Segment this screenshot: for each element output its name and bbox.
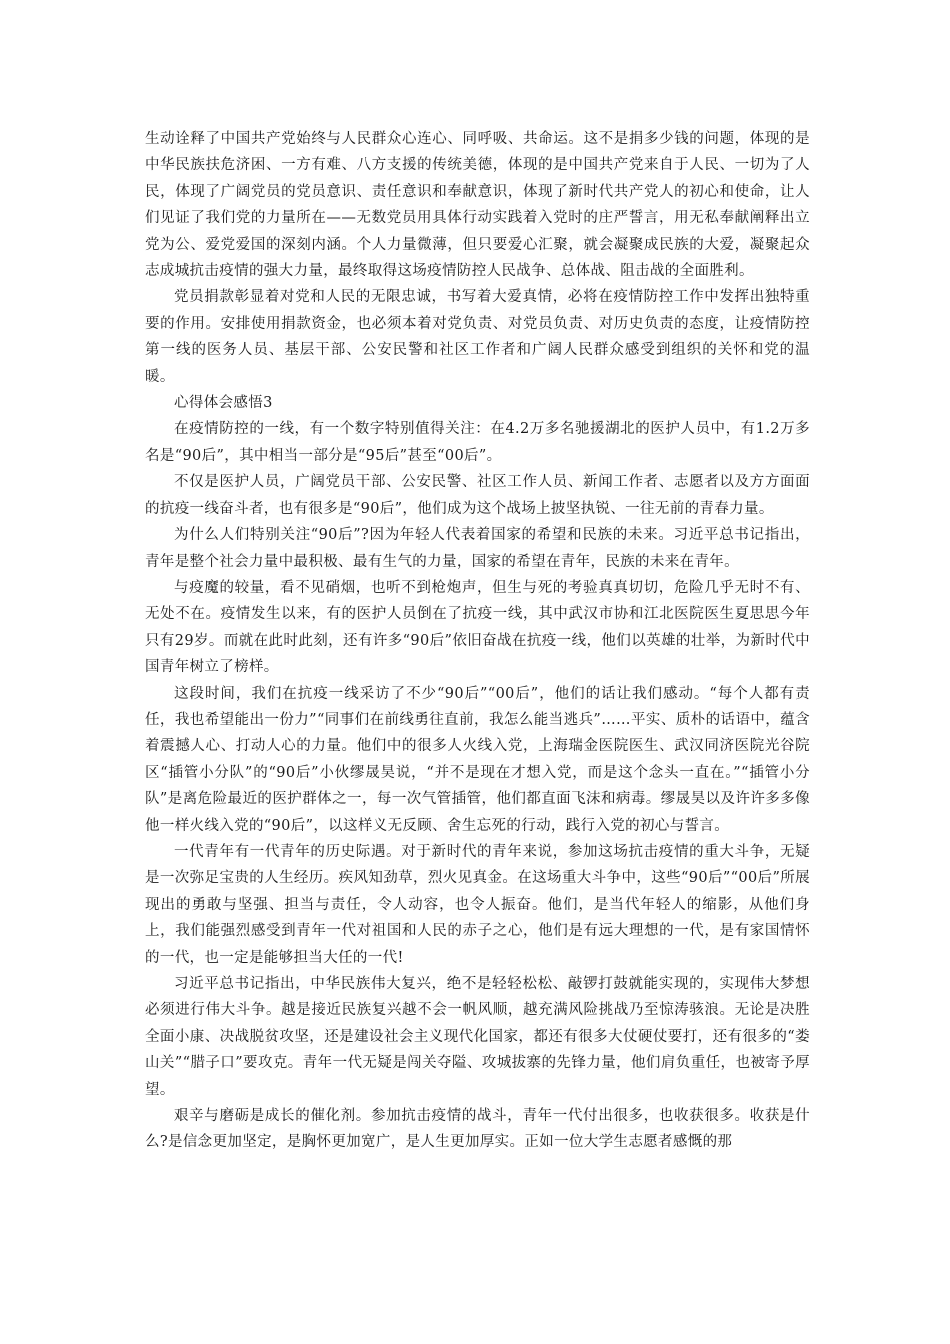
paragraph: 这段时间，我们在抗疫一线采访了不少“90后”“00后”，他们的话让我们感动。“每个人都有责任，我也希望能出一份力”“同事们在前线勇往直前，我怎么能当逃兵”……平实、质朴的话语中，蕴含着震撼人心、打动人心的力量。他们中的很多人火线入党，上海瑞金医院医生、武汉同济医院光谷院区“插管小分队”的“90后”小伙缪晟昊说，“并不是现在才想入党，而是这个念头一直在。”“插管小分队”是离危险最近的医护群体之一，每一次气管插管，他们都直面飞沫和病毒。缪晟昊以及许许多多像他一样火线入党的“90后”，以这样义无反顾、舍生忘死的行动，践行入党的初心与誓言。: [145, 685, 810, 834]
paragraph: 党员捐款彰显着对党和人民的无限忠诚，书写着大爱真情，必将在疫情防控工作中发挥出独特重要的作用。安排使用捐款资金，也必须本着对党负责、对党员负责、对历史负责的态度，让疫情防控第一线的医务人员、基层干部、公安民警和社区工作者和广阔人民群众感受到组织的关怀和党的温暖。: [145, 289, 810, 385]
paragraph: 一代青年有一代青年的历史际遇。对于新时代的青年来说，参加这场抗击疫情的重大斗争，无疑是一次弥足宝贵的人生经历。疾风知劲草，烈火见真金。在这场重大斗争中，这些“90后”“00后”所展现出的勇敢与坚强、担当与责任，令人动容，也令人振奋。他们，是当代年轻人的缩影，从他们身上，我们能强烈感受到青年一代对祖国和人民的赤子之心，他们是有远大理想的一代，是有家国情怀的一代，也一定是能够担当大任的一代!: [145, 843, 810, 966]
section-heading: 心得体会感悟3: [174, 395, 273, 412]
paragraph-continuation: 生动诠释了中国共产党始终与人民群众心连心、同呼吸、共命运。这不是捐多少钱的问题，体现的是中华民族扶危济困、一方有难、八方支援的传统美德，体现的是中国共产党来自于人民、一切为了人民，体现了广阔党员的党员意识、责任意识和奉献意识，体现了新时代共产党人的初心和使命，让人们见证了我们党的力量所在——无数党员用具体行动实践着入党时的庄严誓言，用无私奉献阐释出立党为公、爱党爱国的深刻内涵。个人力量微薄，但只要爱心汇聚，就会凝聚成民族的大爱，凝聚起众志成城抗击疫情的强大力量，最终取得这场疫情防控人民战争、总体战、阻击战的全面胜利。: [145, 131, 810, 280]
paragraph: 艰辛与磨砺是成长的催化剂。参加抗击疫情的战斗，青年一代付出很多，也收获很多。收获是什么?是信念更加坚定，是胸怀更加宽广，是人生更加厚实。正如一位大学生志愿者感慨的那: [145, 1108, 810, 1151]
paragraph: 为什么人们特别关注“90后”?因为年轻人代表着国家的希望和民族的未来。习近平总书记指出，青年是整个社会力量中最积极、最有生气的力量，国家的希望在青年，民族的未来在青年。: [145, 527, 810, 570]
paragraph: 习近平总书记指出，中华民族伟大复兴，绝不是轻轻松松、敲锣打鼓就能实现的，实现伟大梦想必须进行伟大斗争。越是接近民族复兴越不会一帆风顺，越充满风险挑战乃至惊涛骇浪。无论是决胜全面小康、决战脱贫攻坚，还是建设社会主义现代化国家，都还有很多大仗硬仗要打，还有很多的“娄山关”“腊子口”要攻克。青年一代无疑是闯关夺隘、攻城拔寨的先锋力量，他们肩负重任，也被寄予厚望。: [145, 976, 810, 1098]
document-body: [145, 126, 810, 1156]
paragraph: 与疫魔的较量，看不见硝烟，也听不到枪炮声，但生与死的考验真真切切，危险几乎无时不有、无处不在。疫情发生以来，有的医护人员倒在了抗疫一线，其中武汉市协和江北医院医生夏思思今年只有29岁。而就在此时此刻，还有许多“90后”依旧奋战在抗疫一线，他们以英雄的壮举，为新时代中国青年树立了榜样。: [145, 579, 810, 676]
paragraph: 不仅是医护人员，广阔党员干部、公安民警、社区工作人员、新闻工作者、志愿者以及方方面面的抗疫一线奋斗者，也有很多是“90后”，他们成为这个战场上披坚执锐、一往无前的青春力量。: [145, 474, 810, 517]
paragraph: 在疫情防控的一线，有一个数字特别值得关注：在4.2万多名驰援湖北的医护人员中，有1.2万多名是“90后”，其中相当一部分是“95后”甚至“00后”。: [145, 421, 810, 464]
